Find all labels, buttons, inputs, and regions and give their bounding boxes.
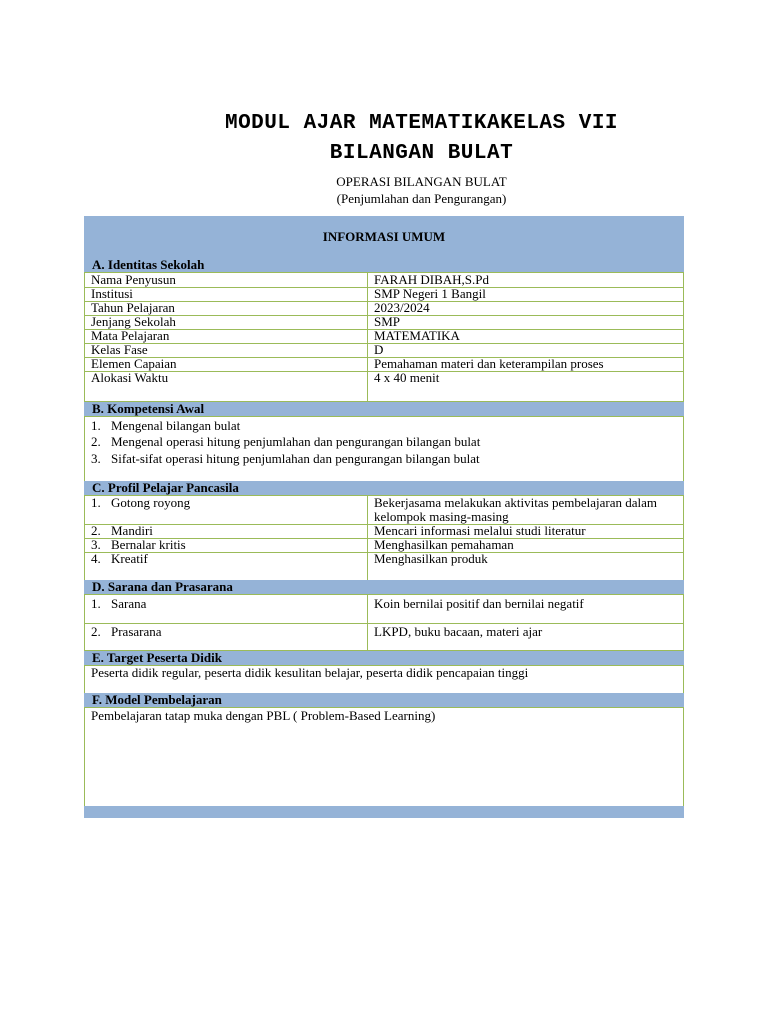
model-text: Pembelajaran tatap muka dengan PBL ( Problem-Based Learning) <box>91 708 436 723</box>
section-d-title: D. Sarana dan Prasarana <box>84 580 684 594</box>
table-footer-band <box>84 806 684 818</box>
info-table <box>84 216 684 818</box>
section-d-box: 1. Sarana Koin bernilai positif dan bernilai negatif 2. Prasarana LKPD, buku bacaan, materi ajar <box>84 594 684 651</box>
subtitle-line2: (Penjumlahan dan Pengurangan) <box>336 191 507 206</box>
section-f-title: F. Model Pembelajaran <box>84 693 684 707</box>
section-c-title: C. Profil Pelajar Pancasila <box>84 481 684 495</box>
section-a-title: A. Identitas Sekolah <box>84 258 684 272</box>
table-header: INFORMASI UMUM <box>84 216 684 258</box>
document-title-line2: BILANGAN BULAT <box>329 142 514 165</box>
section-e-box <box>84 665 684 694</box>
section-c-box: 1. Gotong royong Bekerjasama melakukan aktivitas pembelajaran dalam kelompok masing-masing 2. Mandiri Mencari informasi melalui studi literatur 3. Bernalar kritis Menghasilkan pemahaman 4. Kreatif Menghasilkan produk <box>84 495 684 581</box>
section-b-box: 1. Mengenal bilangan bulat 2. Mengenal operasi hitung penjumlahan dan pengurangan bilangan bulat 3. Sifat-sifat operasi hitung penjumlahan dan pengurangan bilangan bulat <box>84 416 684 482</box>
subtitle-line1: OPERASI BILANGAN BULAT <box>336 174 507 189</box>
section-e-title: E. Target Peserta Didik <box>84 651 684 665</box>
section-b-title: B. Kompetensi Awal <box>84 402 684 416</box>
document-title-line1: MODUL AJAR MATEMATIKAKELAS VII <box>224 112 619 135</box>
section-a-box: Nama Penyusun FARAH DIBAH,S.Pd Institusi SMP Negeri 1 Bangil Tahun Pelajaran 2023/2024 Jenjang Sekolah SMP Mata Pelajaran MATEMATIKA Kelas Fase D Elemen Capaian Pemahaman materi dan keterampilan proses Alokasi Waktu 4 x 40 menit <box>84 272 684 402</box>
section-f-box <box>84 707 684 807</box>
target-text: Peserta didik regular, peserta didik kesulitan belajar, peserta didik pencapaian tinggi <box>91 665 529 680</box>
